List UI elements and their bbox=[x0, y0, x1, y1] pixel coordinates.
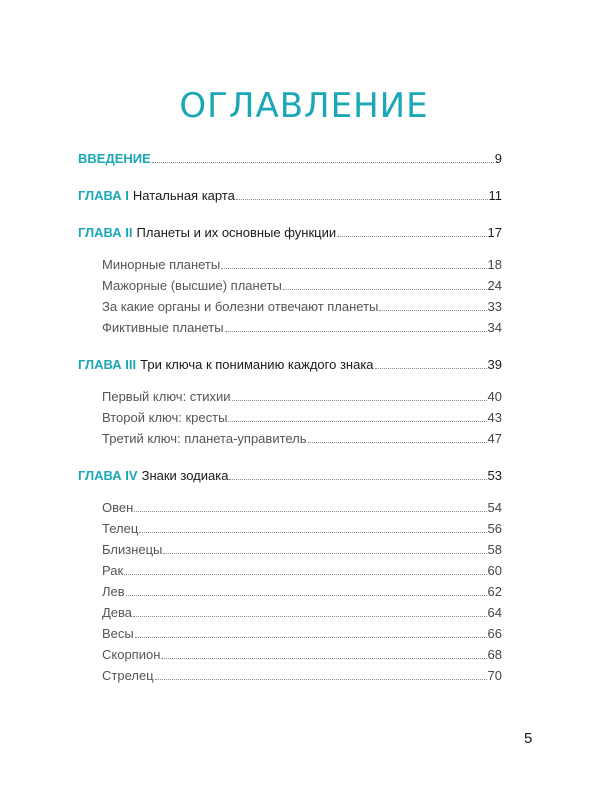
toc-page-number: 40 bbox=[487, 389, 502, 404]
toc-subentry[interactable] bbox=[78, 319, 502, 336]
toc-page-number: 11 bbox=[488, 188, 502, 203]
subentry-title: Рак bbox=[102, 563, 124, 578]
toc-page-number: 64 bbox=[487, 605, 502, 620]
toc-page-number: 47 bbox=[487, 431, 502, 446]
subentry-title: Дева bbox=[102, 605, 133, 620]
subentry-title: Овен bbox=[102, 500, 134, 515]
dot-leader bbox=[308, 442, 487, 443]
subentry-title: За какие органы и болезни отвечают планеты bbox=[102, 299, 379, 314]
subentry-title: Весы bbox=[102, 626, 134, 641]
toc-page-number: 17 bbox=[487, 225, 502, 240]
toc-page-number: 33 bbox=[487, 299, 502, 314]
dot-leader bbox=[134, 511, 486, 512]
toc-subentry[interactable] bbox=[78, 256, 502, 273]
dot-leader bbox=[232, 400, 487, 401]
toc-intro-label: ВВЕДЕНИЕ bbox=[78, 151, 151, 166]
toc-page-number: 18 bbox=[487, 257, 502, 272]
chapter-title: Знаки зодиака bbox=[141, 468, 229, 483]
chapter-title: Натальная карта bbox=[132, 188, 235, 203]
dot-leader bbox=[283, 289, 487, 290]
toc-page-number: 9 bbox=[494, 151, 502, 166]
dot-leader bbox=[236, 199, 488, 200]
chapter-tag: ГЛАВА I bbox=[78, 188, 129, 203]
toc-subentry[interactable] bbox=[78, 646, 502, 663]
dot-leader bbox=[225, 331, 487, 332]
toc-page-number: 24 bbox=[487, 278, 502, 293]
toc-page-number: 70 bbox=[487, 668, 502, 683]
toc-page-number: 58 bbox=[487, 542, 502, 557]
toc-entry-chapter-3[interactable] bbox=[78, 356, 502, 373]
toc-subentry[interactable] bbox=[78, 562, 502, 579]
toc-subentry[interactable] bbox=[78, 499, 502, 516]
chapter-title: Три ключа к пониманию каждого знака bbox=[140, 357, 374, 372]
toc-entry-chapter-2[interactable] bbox=[78, 224, 502, 241]
subentry-title: Фиктивные планеты bbox=[102, 320, 224, 335]
toc-subentry[interactable] bbox=[78, 409, 502, 426]
dot-leader bbox=[124, 574, 486, 575]
toc-entry-chapter-4[interactable] bbox=[78, 467, 502, 484]
toc-subentry[interactable] bbox=[78, 430, 502, 447]
table-of-contents bbox=[78, 150, 502, 684]
toc-entry-chapter-1[interactable] bbox=[78, 187, 502, 204]
dot-leader bbox=[163, 553, 486, 554]
chapter-tag: ГЛАВА IV bbox=[78, 468, 138, 483]
toc-subentry[interactable] bbox=[78, 388, 502, 405]
dot-leader bbox=[379, 310, 486, 311]
toc-page-number: 54 bbox=[487, 500, 502, 515]
subentry-title: Третий ключ: планета-управитель bbox=[102, 431, 307, 446]
subentry-title: Близнецы bbox=[102, 542, 163, 557]
toc-page-number: 53 bbox=[487, 468, 502, 483]
toc-page-number: 39 bbox=[487, 357, 502, 372]
toc-page-number: 56 bbox=[487, 521, 502, 536]
dot-leader bbox=[133, 616, 487, 617]
toc-subentry[interactable] bbox=[78, 583, 502, 600]
dot-leader bbox=[228, 421, 486, 422]
toc-page-number: 66 bbox=[487, 626, 502, 641]
dot-leader bbox=[126, 595, 487, 596]
chapter-tag: ГЛАВА II bbox=[78, 225, 133, 240]
subentry-title: Стрелец bbox=[102, 668, 154, 683]
toc-page-number: 34 bbox=[487, 320, 502, 335]
chapter-tag: ГЛАВА III bbox=[78, 357, 137, 372]
dot-leader bbox=[155, 679, 487, 680]
toc-subentry[interactable] bbox=[78, 298, 502, 315]
toc-entry-intro[interactable] bbox=[78, 150, 502, 167]
page-title: ОГЛАВЛЕНИЕ bbox=[179, 86, 429, 126]
subentry-title: Мажорные (высшие) планеты bbox=[102, 278, 282, 293]
toc-page-number: 68 bbox=[487, 647, 502, 662]
toc-page-number: 62 bbox=[487, 584, 502, 599]
dot-leader bbox=[221, 268, 486, 269]
dot-leader bbox=[229, 479, 486, 480]
dot-leader bbox=[161, 658, 486, 659]
subentry-title: Скорпион bbox=[102, 647, 161, 662]
dot-leader bbox=[152, 162, 494, 163]
dot-leader bbox=[337, 236, 486, 237]
toc-subentry[interactable] bbox=[78, 667, 502, 684]
toc-subentry[interactable] bbox=[78, 604, 502, 621]
subentry-title: Лев bbox=[102, 584, 125, 599]
toc-subentry[interactable] bbox=[78, 625, 502, 642]
chapter-title: Планеты и их основные функции bbox=[136, 225, 337, 240]
subentry-title: Первый ключ: стихии bbox=[102, 389, 231, 404]
toc-subentry[interactable] bbox=[78, 541, 502, 558]
subentry-title: Минорные планеты bbox=[102, 257, 221, 272]
subentry-title: Телец bbox=[102, 521, 139, 536]
dot-leader bbox=[135, 637, 487, 638]
page-number: 5 bbox=[524, 730, 533, 747]
toc-subentry[interactable] bbox=[78, 277, 502, 294]
toc-subentry[interactable] bbox=[78, 520, 502, 537]
toc-page-number: 60 bbox=[487, 563, 502, 578]
subentry-title: Второй ключ: кресты bbox=[102, 410, 228, 425]
dot-leader bbox=[139, 532, 486, 533]
toc-page-number: 43 bbox=[487, 410, 502, 425]
dot-leader bbox=[375, 368, 487, 369]
